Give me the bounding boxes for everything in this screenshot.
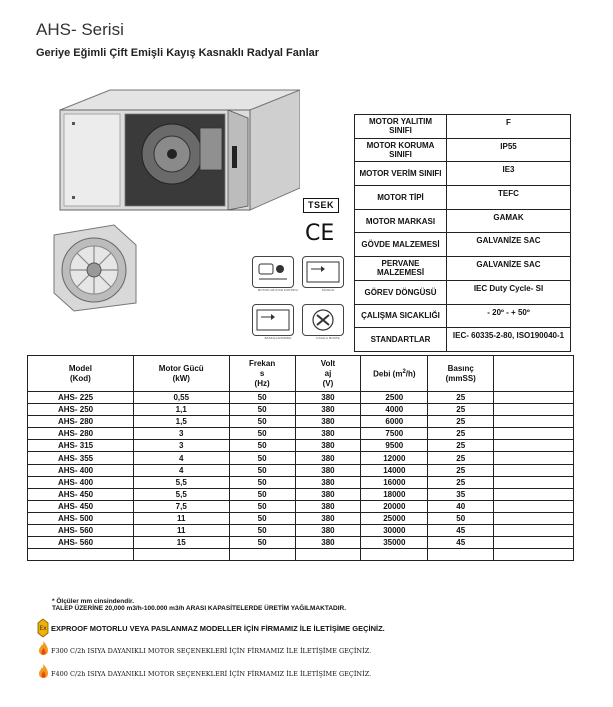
spec-row <box>355 257 571 281</box>
table-cell: 16000 <box>361 476 428 488</box>
spec-label: MOTOR MARKASI <box>355 209 447 233</box>
table-cell: 50 <box>229 404 295 416</box>
table-cell: 50 <box>229 476 295 488</box>
table-cell: 11 <box>133 525 229 537</box>
table-cell: AHS- 280 <box>28 428 134 440</box>
table-cell: 380 <box>295 537 361 549</box>
spec-value: GALVANİZE SAC <box>447 233 571 257</box>
page-title: AHS- Serisi <box>36 20 124 39</box>
table-cell: 380 <box>295 392 361 404</box>
spec-value: IP55 <box>447 138 571 162</box>
direct-flow-icon <box>302 256 344 288</box>
column-header: Debi $(m^2/h)$ <box>361 356 428 392</box>
note-f300: F300 C/2h ISIYA DAYANIKLI MOTOR SEÇENEKLERİ İÇİN FİRMAMIZ İLE İLETİŞİME GEÇİNİZ. <box>51 647 372 655</box>
table-cell: 380 <box>295 500 361 512</box>
table-cell: 25 <box>428 428 494 440</box>
table-row <box>28 537 574 549</box>
table-cell: 6000 <box>361 416 428 428</box>
table-cell: 380 <box>295 452 361 464</box>
table-cell: 1,5 <box>133 416 229 428</box>
column-header: Frekan s (Hz) <box>229 356 295 392</box>
table-cell: 25 <box>428 392 494 404</box>
spec-label: PERVANE MALZEMESİ <box>355 257 447 281</box>
table-cell-empty <box>494 392 574 404</box>
table-cell: 380 <box>295 416 361 428</box>
fan-rotation-feature <box>302 304 354 340</box>
table-cell: AHS- 560 <box>28 525 134 537</box>
fan-housing-image <box>50 88 300 213</box>
table-cell: 5,5 <box>133 476 229 488</box>
belt-drive-icon <box>252 304 294 336</box>
direct-flow-feature <box>302 256 354 292</box>
fan-rotation-icon <box>302 304 344 336</box>
spec-label: GÖVDE MALZEMESİ <box>355 233 447 257</box>
model-table <box>27 355 574 561</box>
table-cell-empty <box>494 525 574 537</box>
spec-value: F <box>447 115 571 139</box>
spec-label: MOTOR YALITIM SINIFI <box>355 115 447 139</box>
table-cell: 50 <box>229 488 295 500</box>
table-cell: 380 <box>295 404 361 416</box>
table-cell: 380 <box>295 512 361 524</box>
table-cell: 9500 <box>361 440 428 452</box>
table-cell: 25 <box>428 416 494 428</box>
table-cell: AHS- 450 <box>28 488 134 500</box>
spec-row <box>355 304 571 328</box>
spec-row <box>355 162 571 186</box>
table-cell: 0,55 <box>133 392 229 404</box>
table-cell: 2500 <box>361 392 428 404</box>
note-mm: * Ölçüler mm cinsindendir. <box>52 598 134 605</box>
table-cell: 380 <box>295 476 361 488</box>
table-cell-empty <box>361 549 428 561</box>
table-cell: AHS- 225 <box>28 392 134 404</box>
table-cell: 25000 <box>361 512 428 524</box>
column-header: Motor Gücü (kW) <box>133 356 229 392</box>
belt-drive-feature <box>252 304 304 340</box>
table-row <box>28 500 574 512</box>
table-cell: 45 <box>428 525 494 537</box>
note-capacity: TALEP ÜZERİNE 20,000 m3/h-100.000 m3/h ARASI KAPASİTELERDE ÜRETİM YAĞILMAKTADIR. <box>52 605 347 612</box>
spec-value: - 20º - + 50º <box>447 304 571 328</box>
table-cell: 50 <box>229 392 295 404</box>
table-cell: 25 <box>428 440 494 452</box>
table-cell-empty <box>494 488 574 500</box>
table-cell-empty <box>494 416 574 428</box>
spec-row <box>355 186 571 210</box>
table-cell: 380 <box>295 488 361 500</box>
table-cell: 4000 <box>361 404 428 416</box>
table-cell: 50 <box>229 464 295 476</box>
table-cell: 50 <box>229 452 295 464</box>
table-row <box>28 428 574 440</box>
table-cell: 50 <box>229 525 295 537</box>
table-cell: 25 <box>428 404 494 416</box>
spec-value: IEC- 60335-2-80, ISO190040-1 <box>447 328 571 352</box>
column-header: Volt aj (V) <box>295 356 361 392</box>
table-cell: AHS- 280 <box>28 416 134 428</box>
fan-rotation-caption: KASALA MONTE <box>316 336 340 340</box>
svg-text:Ex: Ex <box>39 625 47 632</box>
motor-speed-control-feature <box>252 256 304 292</box>
table-cell: 4 <box>133 464 229 476</box>
spec-row <box>355 280 571 304</box>
belt-drive-caption: BASINÇLANDIRMA <box>264 336 292 340</box>
table-cell: AHS- 500 <box>28 512 134 524</box>
spec-table <box>354 114 571 352</box>
table-row <box>28 440 574 452</box>
table-cell: 11 <box>133 512 229 524</box>
table-cell: AHS- 315 <box>28 440 134 452</box>
table-cell: AHS- 400 <box>28 464 134 476</box>
table-cell: 380 <box>295 464 361 476</box>
table-cell-empty <box>428 549 494 561</box>
table-cell-empty <box>494 404 574 416</box>
table-cell: 35000 <box>361 537 428 549</box>
table-row <box>28 452 574 464</box>
table-cell-empty <box>28 549 134 561</box>
table-cell: 25 <box>428 476 494 488</box>
table-cell-empty <box>494 512 574 524</box>
spec-label: STANDARTLAR <box>355 328 447 352</box>
table-cell: 50 <box>428 512 494 524</box>
flame-icon <box>38 640 49 661</box>
table-row <box>28 525 574 537</box>
page-subtitle: Geriye Eğimli Çift Emişli Kayış Kasnaklı Radyal Fanlar <box>36 47 320 59</box>
table-cell: 50 <box>229 512 295 524</box>
ce-mark: CE <box>305 221 335 246</box>
table-row <box>28 488 574 500</box>
table-cell-empty <box>494 452 574 464</box>
table-cell: 40 <box>428 500 494 512</box>
table-cell: 50 <box>229 537 295 549</box>
column-header: Model (Kod) <box>28 356 134 392</box>
table-cell: AHS- 450 <box>28 500 134 512</box>
table-cell-empty <box>494 440 574 452</box>
table-cell: 50 <box>229 500 295 512</box>
table-cell: 35 <box>428 488 494 500</box>
table-cell: 25 <box>428 452 494 464</box>
table-cell: 15 <box>133 537 229 549</box>
table-cell-empty <box>494 464 574 476</box>
table-cell: 1,1 <box>133 404 229 416</box>
table-cell: 3 <box>133 428 229 440</box>
table-cell: 45 <box>428 537 494 549</box>
table-cell-empty <box>494 476 574 488</box>
table-cell: 380 <box>295 428 361 440</box>
table-cell: 12000 <box>361 452 428 464</box>
table-cell: AHS- 560 <box>28 537 134 549</box>
table-cell-empty <box>133 549 229 561</box>
spec-label: ÇALIŞMA SICAKLIĞI <box>355 304 447 328</box>
spec-row <box>355 328 571 352</box>
table-cell: AHS- 355 <box>28 452 134 464</box>
spec-row <box>355 115 571 139</box>
table-cell: 20000 <box>361 500 428 512</box>
table-cell: 50 <box>229 428 295 440</box>
motor-speed-control-icon <box>252 256 294 288</box>
table-cell: 4 <box>133 452 229 464</box>
table-cell: 380 <box>295 525 361 537</box>
table-cell: AHS- 400 <box>28 476 134 488</box>
table-row <box>28 512 574 524</box>
table-cell: 30000 <box>361 525 428 537</box>
spec-row <box>355 209 571 233</box>
table-cell: 25 <box>428 464 494 476</box>
table-row <box>28 392 574 404</box>
table-cell-empty <box>494 428 574 440</box>
table-cell-empty <box>494 549 574 561</box>
table-cell: 50 <box>229 416 295 428</box>
table-cell-empty <box>295 549 361 561</box>
table-row <box>28 476 574 488</box>
note-f400: F400 C/2h ISIYA DAYANIKLI MOTOR SEÇENEKLERİ İÇİN FİRMAMIZ İLE İLETİŞİME GEÇİNİZ. <box>51 670 372 678</box>
spec-value: IEC Duty Cycle- SI <box>447 280 571 304</box>
table-cell: 14000 <box>361 464 428 476</box>
spec-value: IE3 <box>447 162 571 186</box>
spec-label: MOTOR VERİM SINIFI <box>355 162 447 186</box>
column-header-empty <box>494 356 574 392</box>
table-row <box>28 404 574 416</box>
table-row <box>28 416 574 428</box>
spec-value: GALVANİZE SAC <box>447 257 571 281</box>
table-cell: 50 <box>229 440 295 452</box>
spec-row <box>355 138 571 162</box>
table-cell: 7,5 <box>133 500 229 512</box>
table-cell: 5,5 <box>133 488 229 500</box>
spec-label: GÖREV DÖNGÜSÜ <box>355 280 447 304</box>
table-row-empty <box>28 549 574 561</box>
spec-value: GAMAK <box>447 209 571 233</box>
table-cell: 7500 <box>361 428 428 440</box>
table-cell-empty <box>494 537 574 549</box>
table-cell: 18000 <box>361 488 428 500</box>
table-row <box>28 464 574 476</box>
spec-label: MOTOR TİPİ <box>355 186 447 210</box>
table-cell: 380 <box>295 440 361 452</box>
table-cell-empty <box>494 500 574 512</box>
direct-flow-caption: DÜZGÜZ <box>321 288 335 292</box>
centrifugal-fan-image <box>44 215 144 315</box>
note-exproof: EXPROOF MOTORLU VEYA PASLANMAZ MODELLER İÇİN FİRMAMIZ İLE İLETİŞİME GEÇİNİZ. <box>51 624 385 633</box>
spec-label: MOTOR KORUMA SINIFI <box>355 138 447 162</box>
motor-speed-control-caption: MOTOR HIZ AYAR KONTROL <box>257 288 299 292</box>
table-cell-empty <box>229 549 295 561</box>
tsek-mark: TSEK <box>303 198 339 213</box>
column-header: Basınç (mmSS) <box>428 356 494 392</box>
flame-icon <box>38 663 49 684</box>
table-cell: AHS- 250 <box>28 404 134 416</box>
table-cell: 3 <box>133 440 229 452</box>
spec-value: TEFC <box>447 186 571 210</box>
spec-row <box>355 233 571 257</box>
